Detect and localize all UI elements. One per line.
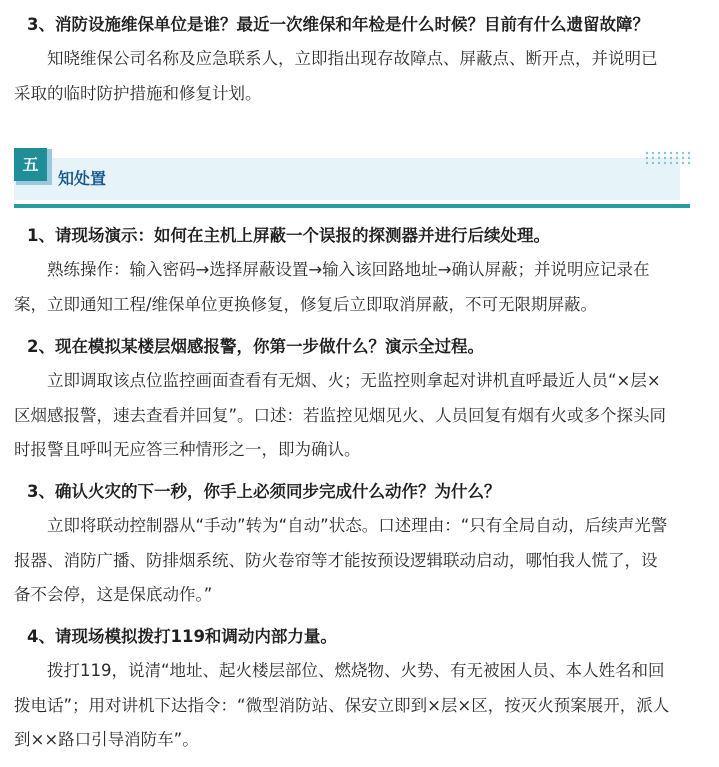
answer-text: 知晓维保公司名称及应急联系人，立即指出现存故障点、屏蔽点、断开点，并说明已 xyxy=(47,49,658,68)
answer-paragraph xyxy=(0,253,719,322)
answer-paragraph xyxy=(0,509,719,613)
answer-text: 采取的临时防护措施和修复计划。 xyxy=(14,83,262,103)
question-heading: 3、消防设施维保单位是谁？最近一次维保和年检是什么时候？目前有什么遗留故障？ xyxy=(27,15,649,34)
answer-text: 到××路口引导消防车”。 xyxy=(14,730,199,749)
section-header-underline xyxy=(14,204,690,208)
section-title: 知处置 xyxy=(58,169,107,188)
answer-text: 拨打119，说清“地址、起火楼层部位、燃烧物、火势、有无被困人员、本人姓名和回 xyxy=(47,661,665,680)
question-heading: 4、请现场模拟拨打119和调动内部力量。 xyxy=(27,627,337,646)
question-heading: 1、请现场演示：如何在主机上屏蔽一个误报的探测器并进行后续处理。 xyxy=(27,226,550,245)
answer-text: 区烟感报警，速去查看并回复”。口述：若监控见烟见火、人员回复有烟有火或多个探头同 xyxy=(14,405,667,425)
answer-text: 立即将联动控制器从“手动”转为“自动”状态。口述理由：“只有全局自动，后续声光警 xyxy=(47,516,668,535)
section-header-bar xyxy=(14,158,680,200)
question-heading: 2、现在模拟某楼层烟感报警，你第一步做什么？演示全过程。 xyxy=(27,337,484,356)
answer-text: 案，立即通知工程/维保单位更换修复，修复后立即取消屏蔽，不可无限期屏蔽。 xyxy=(14,294,598,314)
answer-text: 备不会停，这是保底动作。” xyxy=(14,585,213,604)
answer-paragraph xyxy=(0,42,719,111)
answer-text: 拨电话”；用对讲机下达指令：“微型消防站、保安立即到×层×区，按灭火预案展开，派人 xyxy=(14,695,670,715)
answer-text: 报器、消防广播、防排烟系统、防火卷帘等才能按预设逻辑联动启动，哪怕我人慌了，设 xyxy=(14,550,658,570)
section-number-badge: 五 xyxy=(14,148,47,181)
answer-paragraph xyxy=(0,654,719,758)
section-header xyxy=(14,148,690,210)
question-heading: 3、确认火灾的下一秒，你手上必须同步完成什么动作？为什么？ xyxy=(27,482,501,501)
decorative-dots-icon xyxy=(644,150,690,166)
answer-text: 时报警且呼叫无应答三种情形之一，即为确认。 xyxy=(14,440,361,459)
answer-paragraph xyxy=(0,364,719,468)
answer-text: 熟练操作：输入密码→选择屏蔽设置→输入该回路地址→确认屏蔽；并说明应记录在 xyxy=(47,260,650,279)
answer-text: 立即调取该点位监控画面查看有无烟、火；无监控则拿起对讲机直呼最近人员“×层× xyxy=(47,371,661,390)
